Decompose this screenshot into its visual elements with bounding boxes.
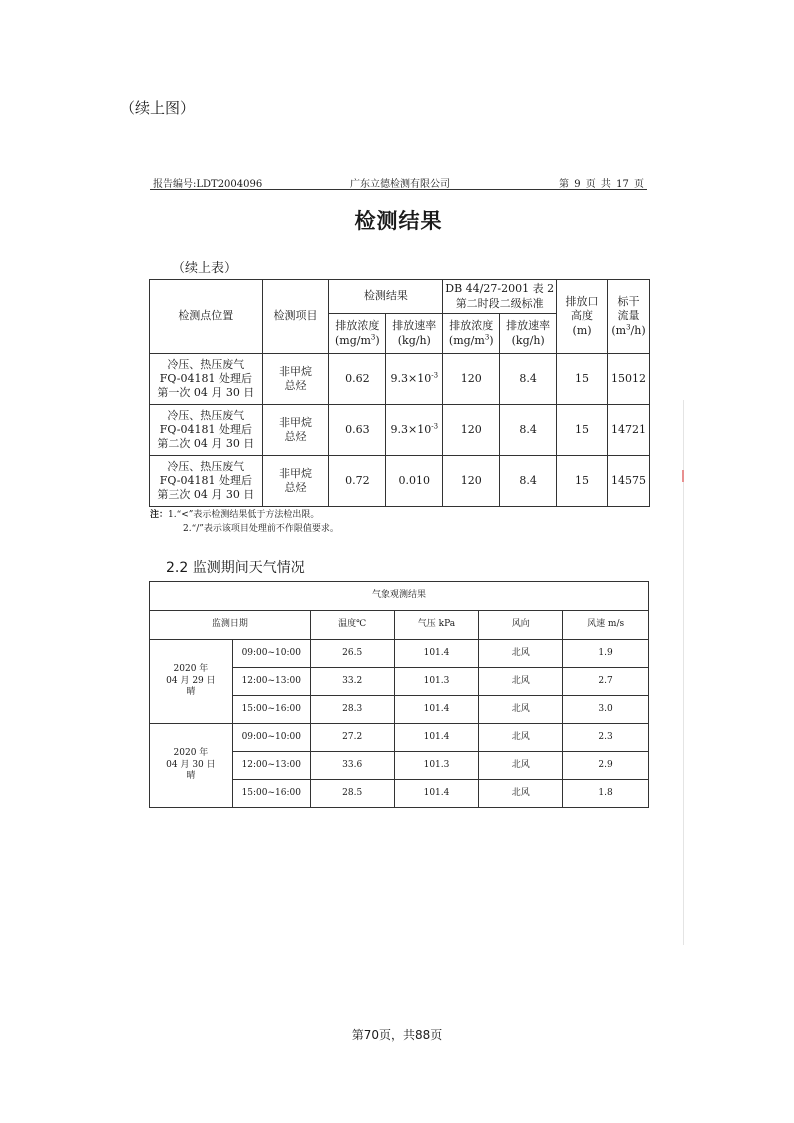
wind-cell: 北风: [479, 780, 563, 808]
std-rate-cell: 8.4: [500, 405, 557, 456]
temp-cell: 33.2: [310, 668, 394, 696]
standard-line2: 第二时段二级标准: [455, 296, 544, 310]
header-divider: [150, 189, 647, 190]
flow-unit: $(m^3/h)$: [611, 322, 646, 337]
outlet-height-unit: (m): [572, 323, 592, 337]
note-1: 1.“<”表示检测结果低于方法检出限。: [168, 510, 320, 520]
rate-cell: $9.3\times 10^{-3}$: [386, 354, 443, 405]
outlet-height-line1: 排放口: [565, 295, 599, 309]
item-cell: 非甲烷 总烃: [262, 354, 329, 405]
height-cell: 15: [557, 405, 608, 456]
std-conc-cell: 120: [443, 456, 500, 507]
speed-cell: 2.3: [563, 724, 649, 752]
weather-caption: 气象观测结果: [150, 582, 649, 611]
standard-line1: DB 44/27-2001 表 2: [445, 282, 555, 296]
item-cell: 非甲烷 总烃: [262, 456, 329, 507]
rate-cell: 0.010: [386, 456, 443, 507]
header-location: 检测点位置: [150, 280, 263, 354]
location-cell: 冷压、热压废气 FQ-04181 处理后 第二次 04 月 30 日: [150, 405, 263, 456]
std-conc-cell: 120: [443, 405, 500, 456]
conc-cell: 0.62: [329, 354, 386, 405]
page-title: 检测结果: [354, 209, 443, 233]
flow-cell: 14721: [607, 405, 649, 456]
wind-cell: 北风: [479, 668, 563, 696]
table-row: [150, 640, 649, 668]
header-std-conc: 排放浓度 $(mg/m^3)$: [443, 314, 500, 354]
time-cell: 12:00~13:00: [232, 668, 310, 696]
speed-cell: 1.9: [563, 640, 649, 668]
wind-cell: 北风: [479, 752, 563, 780]
speed-cell: 2.7: [563, 668, 649, 696]
weather-table: [149, 581, 649, 808]
temp-cell: 28.5: [310, 780, 394, 808]
std-rate-cell: 8.4: [500, 354, 557, 405]
time-cell: 12:00~13:00: [232, 752, 310, 780]
std-conc-cell: 120: [443, 354, 500, 405]
temp-cell: 27.2: [310, 724, 394, 752]
scan-red-mark: [682, 470, 684, 482]
table-row: [150, 724, 649, 752]
table-row: [150, 405, 650, 456]
pressure-cell: 101.3: [394, 668, 479, 696]
table-row: [150, 354, 650, 405]
temp-cell: 33.6: [310, 752, 394, 780]
pressure-cell: 101.4: [394, 696, 479, 724]
speed-cell: 2.9: [563, 752, 649, 780]
header-results: 检测结果: [329, 280, 443, 314]
flow-line1: 标干: [617, 295, 640, 309]
pressure-cell: 101.4: [394, 724, 479, 752]
wind-cell: 北风: [479, 640, 563, 668]
conc-cell: 0.63: [329, 405, 386, 456]
page-footer: 第70页，共88页: [351, 1028, 443, 1042]
date-cell: 2020 年 04 月 29 日 晴: [150, 640, 233, 724]
header-wind-speed: 风速 m/s: [563, 611, 649, 640]
date-cell: 2020 年 04 月 30 日 晴: [150, 724, 233, 808]
section-title: 2.2 监测期间天气情况: [166, 560, 305, 576]
flow-cell: 15012: [607, 354, 649, 405]
continued-table-label: （续上表）: [172, 261, 238, 276]
height-cell: 15: [557, 456, 608, 507]
location-cell: 冷压、热压废气 FQ-04181 处理后 第一次 04 月 30 日: [150, 354, 263, 405]
page-info: 第 9 页 共 17 页: [559, 179, 644, 190]
results-table: [149, 279, 650, 507]
temp-cell: 28.3: [310, 696, 394, 724]
location-cell: 冷压、热压废气 FQ-04181 处理后 第三次 04 月 30 日: [150, 456, 263, 507]
table-row: [150, 456, 650, 507]
flow-cell: 14575: [607, 456, 649, 507]
time-cell: 09:00~10:00: [232, 640, 310, 668]
header-rate: 排放速率 (kg/h): [386, 314, 443, 354]
std-rate-cell: 8.4: [500, 456, 557, 507]
header-standard: [443, 280, 557, 314]
notes-label: 注：: [150, 510, 169, 520]
wind-cell: 北风: [479, 696, 563, 724]
header-item: 检测项目: [262, 280, 329, 354]
note-2: 2.“/”表示该项目处理前不作限值要求。: [183, 524, 339, 534]
time-cell: 15:00~16:00: [232, 696, 310, 724]
item-cell: 非甲烷 总烃: [262, 405, 329, 456]
pressure-cell: 101.4: [394, 780, 479, 808]
wind-cell: 北风: [479, 724, 563, 752]
header-outlet-height: [557, 280, 608, 354]
temp-cell: 26.5: [310, 640, 394, 668]
header-flow: [607, 280, 649, 354]
outlet-height-line2: 高度: [571, 309, 594, 323]
height-cell: 15: [557, 354, 608, 405]
header-wind-direction: 风向: [479, 611, 563, 640]
continued-label: （续上图）: [120, 99, 196, 117]
report-number: 报告编号:LDT2004096: [153, 179, 263, 190]
time-cell: 09:00~10:00: [232, 724, 310, 752]
rate-cell: $9.3\times 10^{-3}$: [386, 405, 443, 456]
speed-cell: 1.8: [563, 780, 649, 808]
time-cell: 15:00~16:00: [232, 780, 310, 808]
speed-cell: 3.0: [563, 696, 649, 724]
pressure-cell: 101.4: [394, 640, 479, 668]
pressure-cell: 101.3: [394, 752, 479, 780]
header-std-rate: 排放速率 (kg/h): [500, 314, 557, 354]
company-name: 广东立德检测有限公司: [350, 179, 450, 190]
header-date: 监测日期: [150, 611, 311, 640]
header-conc: 排放浓度 $(mg/m^3)$: [329, 314, 386, 354]
header-temp: 温度℃: [310, 611, 394, 640]
header-pressure: 气压 kPa: [394, 611, 479, 640]
table-notes: [150, 508, 339, 536]
conc-cell: 0.72: [329, 456, 386, 507]
flow-line2: 流量: [617, 309, 640, 323]
